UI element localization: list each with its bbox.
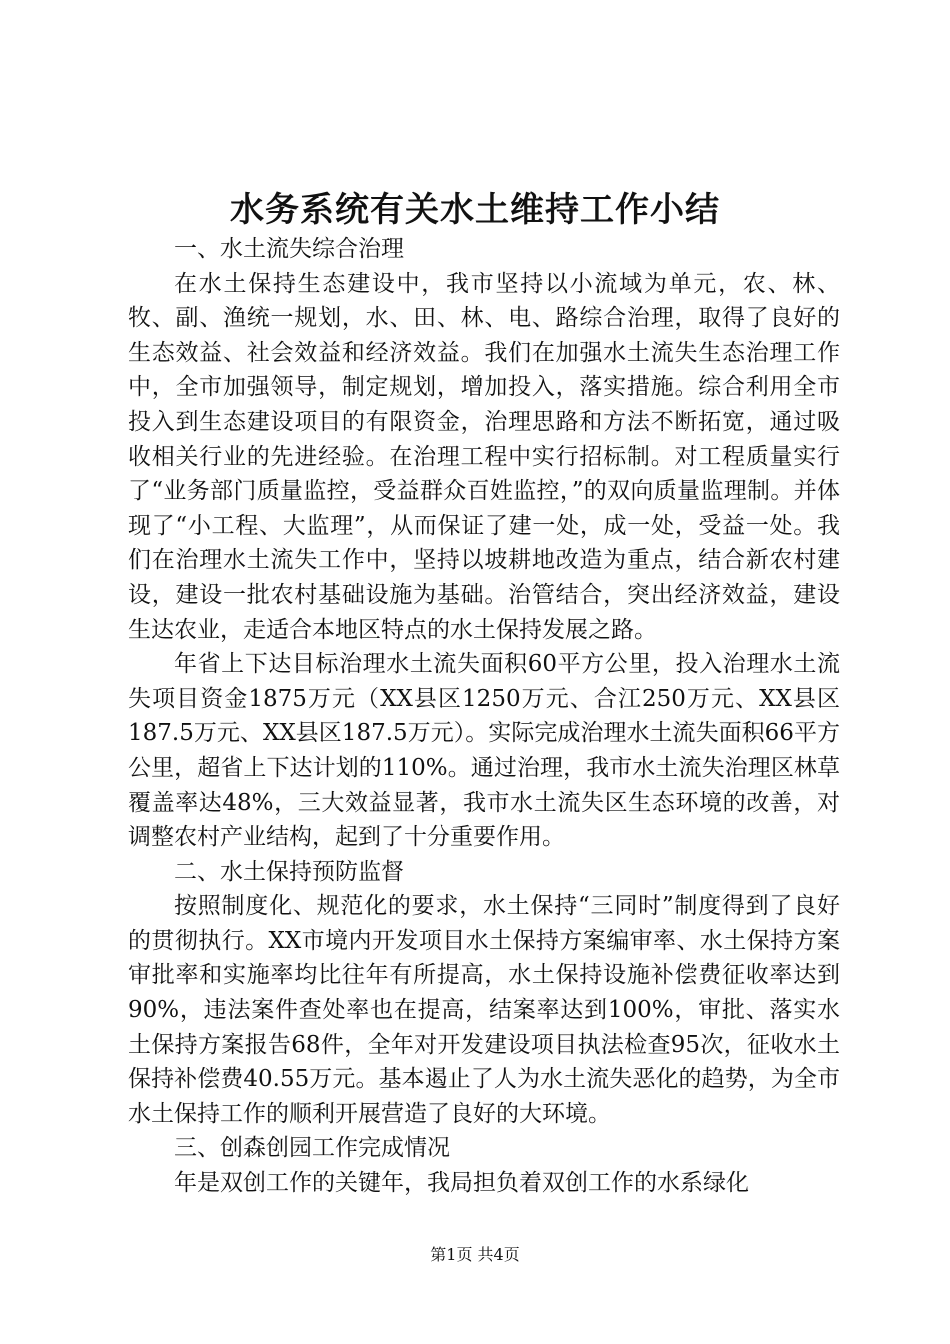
paragraph-2: 年省上下达目标治理水土流失面积60平方公里，投入治理水土流失项目资金1875万元（XX县区1250万元、合江250万元、XX县区187.5万元、XX县区187.5万元）。实际完成治理水土流失面积66平方公里，超省上下达计划的110%。通过治理，我市水土流失治理区林草覆盖率达48%，三大效益显著，我市水土流失区生态环境的改善，对调整农村产业结构，起到了十分重要作用。 — [128, 651, 840, 851]
page-number-footer: 第1页 共4页 — [430, 1245, 520, 1264]
document-title: 水务系统有关水土维持工作小结 — [230, 190, 720, 230]
section-heading-1: 一、水土流失综合治理 — [174, 236, 404, 262]
section-heading-3: 三、创森创园工作完成情况 — [174, 1135, 450, 1162]
paragraph-3: 按照制度化、规范化的要求，水土保持“三同时”制度得到了良好的贯彻执行。XX市境内开发项目水土保持方案编审率、水土保持方案审批率和实施率均比往年有所提高，水土保持设施补偿费征收率达到90%，违法案件查处率也在提高，结案率达到100%，审批、落实水土保持方案报告68件，全年对开发建设项目执法检查95次，征收水土保持补偿费40.55万元。基本遏止了人为水土流失恶化的趋势，为全市水土保持工作的顺利开展营造了良好的大环境。 — [128, 893, 840, 1127]
document-body — [128, 232, 840, 1201]
section-heading-2: 二、水土保持预防监督 — [174, 858, 404, 885]
paragraph-1: 在水土保持生态建设中，我市坚持以小流域为单元，农、林、牧、副、渔统一规划，水、田、林、电、路综合治理，取得了良好的生态效益、社会效益和经济效益。我们在加强水土流失生态治理工作中，全市加强领导，制定规划，增加投入，落实措施。综合利用全市投入到生态建设项目的有限资金，治理思路和方法不断拓宽，通过吸收相关行业的先进经验。在治理工程中实行招标制。对工程质量实行了“业务部门质量监控，受益群众百姓监控，”的双向质量监理制。并体现了“小工程、大监理”，从而保证了建一处，成一处，受益一处。我们在治理水土流失工作中，坚持以坡耕地改造为重点，结合新农村建设，建设一批农村基础设施为基础。治管结合，突出经济效益，建设生达农业，走适合本地区特点的水土保持发展之路。 — [128, 270, 840, 643]
paragraph-4: 年是双创工作的关键年，我局担负着双创工作的水系绿化 — [174, 1170, 749, 1197]
